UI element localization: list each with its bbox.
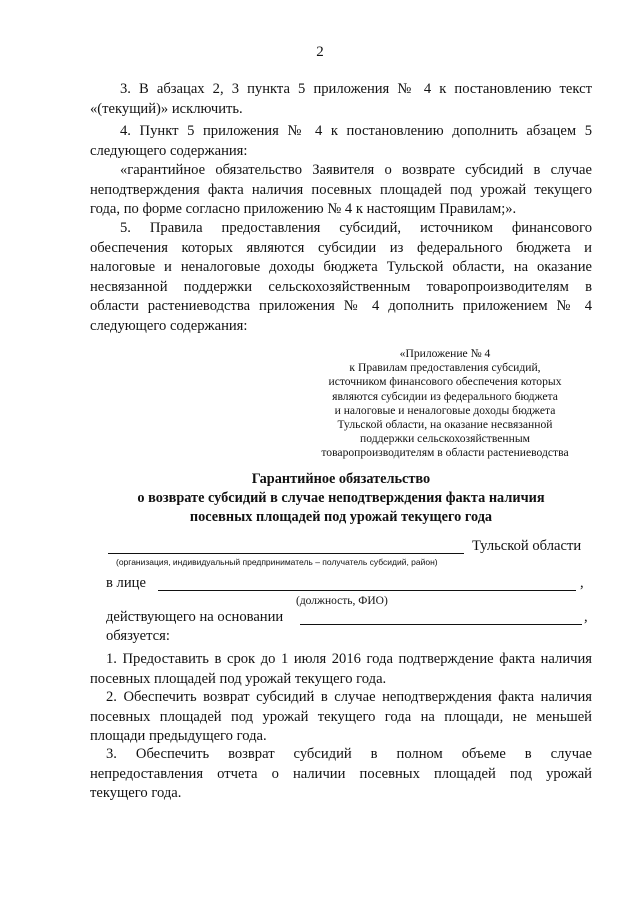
comma: , bbox=[584, 609, 588, 625]
text-line: площади предыдущего года. bbox=[90, 728, 267, 744]
organization-note: (организация, индивидуальный предприниматель – получатель субсидий, район) bbox=[116, 557, 438, 567]
obligation-1 bbox=[90, 650, 592, 689]
text-line: 1. Предоставить в срок до 1 июля 2016 года подтверждение факта наличия bbox=[106, 651, 592, 667]
text-line: посевных площадей под урожай текущего года на площади, не меньшей bbox=[90, 708, 592, 725]
text-line: «(текущий)» исключить. bbox=[90, 100, 243, 117]
text-line: следующего содержания: bbox=[90, 142, 248, 159]
text-line: 5. Правила предоставления субсидий, источником финансового bbox=[120, 220, 592, 236]
position-note: (должность, ФИО) bbox=[296, 595, 388, 607]
appendix-header bbox=[300, 347, 590, 461]
paragraph-item-5 bbox=[90, 219, 592, 336]
text-line: текущего года. bbox=[90, 785, 182, 801]
appendix-line: «Приложение № 4 bbox=[399, 347, 491, 360]
title-line: Гарантийное обязательство bbox=[251, 471, 431, 487]
text-line: обеспечения которых являются субсидии из федерального бюджета и bbox=[90, 239, 592, 256]
appendix-line: к Правилам предоставления субсидий, bbox=[349, 361, 541, 375]
organization-field-line[interactable] bbox=[108, 553, 464, 554]
appendix-line: являются субсидии из федерального бюджета bbox=[332, 389, 558, 403]
appendix-line: источником финансового обеспечения которых bbox=[328, 375, 562, 389]
basis-label: действующего на основании bbox=[106, 609, 284, 625]
title-line: посевных площадей под урожай текущего года bbox=[189, 509, 493, 525]
text-line: посевных площадей под урожай текущего года. bbox=[90, 670, 387, 687]
basis-field-line[interactable] bbox=[300, 624, 582, 625]
obligation-3 bbox=[90, 745, 592, 804]
text-line: следующего содержания: bbox=[90, 317, 248, 334]
appendix-line: товаропроизводителям в области растениеводства bbox=[321, 446, 569, 460]
text-line: области растениеводства приложения № 4 дополнить приложением № 4 bbox=[90, 298, 592, 314]
paragraph-quote bbox=[90, 161, 592, 220]
appendix-line: и налоговые и неналоговые доходы бюджета bbox=[334, 403, 556, 417]
text-line: «гарантийное обязательство Заявителя о возврате субсидий в случае bbox=[120, 162, 592, 178]
text-line: непредоставления отчета о наличии посевных площадей под урожай bbox=[90, 765, 592, 782]
text-line: неподтверждения факта наличия посевных площадей под урожай текущего bbox=[90, 181, 592, 198]
paragraph-item-4 bbox=[90, 122, 592, 161]
in-person-label: в лице bbox=[106, 575, 146, 591]
text-line: 3. В абзацах 2, 3 пункта 5 приложения № 4 к постановлению текст bbox=[120, 81, 592, 97]
appendix-line: Тульской области, на оказание несвязанной bbox=[337, 418, 553, 432]
document-title bbox=[90, 470, 592, 527]
text-line: года, по форме согласно приложению № 4 к настоящим Правилам;». bbox=[90, 201, 517, 217]
text-line: 3. Обеспечить возврат субсидий в полном объеме в случае bbox=[106, 746, 592, 762]
comma: , bbox=[580, 575, 584, 591]
obligation-2 bbox=[90, 688, 592, 747]
text-line: 2. Обеспечить возврат субсидий в случае неподтверждения факта наличия bbox=[106, 689, 592, 705]
text-line: налоговые и неналоговые доходы бюджета Тульской области, на оказание bbox=[90, 259, 592, 275]
page-number: 2 bbox=[316, 44, 324, 60]
region-suffix: Тульской области bbox=[472, 538, 582, 554]
text-line: несвязанной поддержки сельскохозяйственным товаропроизводителям в bbox=[90, 278, 592, 295]
person-field-line[interactable] bbox=[158, 590, 576, 591]
text-line: 4. Пункт 5 приложения № 4 к постановлению дополнить абзацем 5 bbox=[120, 123, 592, 139]
appendix-line: поддержки сельскохозяйственным bbox=[360, 432, 530, 446]
paragraph-item-3 bbox=[90, 80, 592, 119]
undertakes-label: обязуется: bbox=[106, 628, 170, 644]
title-line: о возврате субсидий в случае неподтверждения факта наличия bbox=[137, 490, 545, 506]
